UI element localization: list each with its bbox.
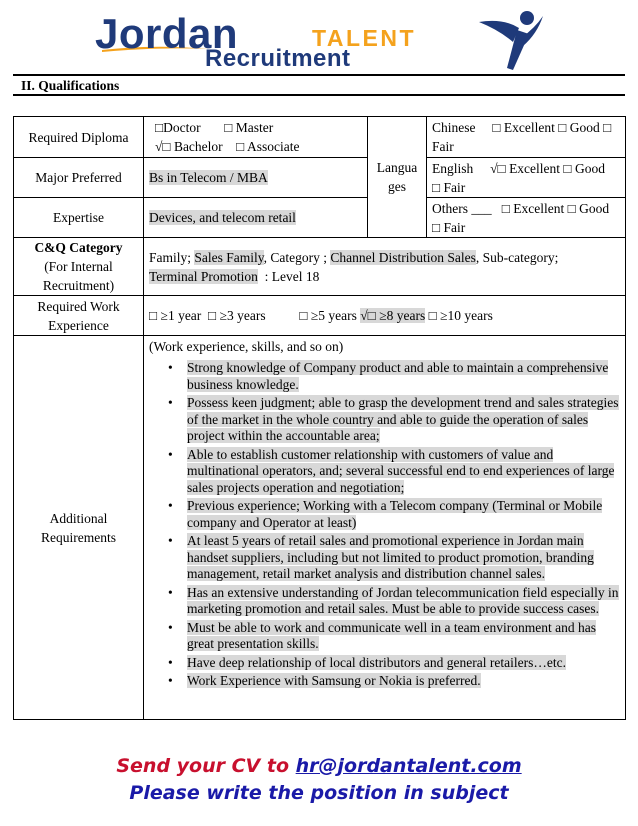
expertise-value: Devices, and telecom retail — [144, 198, 368, 238]
table-row — [14, 158, 626, 198]
languages-label: Langua ges — [368, 117, 427, 238]
bullet-icon: • — [168, 673, 173, 688]
list-item: • Have deep relationship of local distributors and general retailers…etc. — [168, 654, 566, 670]
additional-label: Additional Requirements — [14, 336, 144, 720]
expertise-label: Expertise — [14, 198, 144, 238]
diploma-options — [144, 117, 368, 158]
table-row — [14, 117, 626, 158]
qualifications-table — [13, 116, 626, 720]
table-row — [14, 238, 626, 296]
list-item: • Possess keen judgment; able to grasp the development trend and sales strategies of the market in the whole country and able to guide the operation of sales project within the accountable area; — [168, 395, 619, 443]
table-row — [14, 198, 626, 238]
requirements-intro: (Work experience, skills, and so on) — [149, 339, 344, 354]
language-chinese: Chinese □ Excellent □ Good □ Fair — [427, 117, 626, 158]
list-item: • Strong knowledge of Company product and able to maintain a comprehensive business knowledge. — [168, 360, 609, 392]
experience-options: □ ≥1 year □ ≥3 years □ ≥5 years √□ ≥8 years □ ≥10 years — [144, 296, 626, 336]
subject-note: Please write the position in subject — [129, 782, 509, 804]
category-value: Family; Sales Family, Category ; Channel Distribution Sales, Sub-category; Terminal Promotion : Level 18 — [144, 238, 626, 296]
bullet-icon: • — [168, 360, 173, 375]
diploma-line: √□ Bachelor □ Associate — [155, 139, 300, 154]
company-logo — [95, 8, 545, 70]
list-item: • Work Experience with Samsung or Nokia is preferred. — [168, 673, 481, 688]
list-item: • Must be able to work and communicate well in a team environment and has great presentation skills. — [168, 619, 597, 651]
list-item: • At least 5 years of retail sales and promotional experience in Jordan main handset suppliers, including but not limited to product promotion, branding management, retail market analysis and distribution channel sales. — [168, 533, 594, 581]
additional-requirements — [144, 336, 626, 720]
table-row — [14, 336, 626, 720]
bullet-icon: • — [168, 395, 173, 410]
logo-talent-text: TALENT — [312, 25, 417, 51]
footer-contact — [0, 753, 638, 807]
requirements-list — [149, 360, 620, 690]
bullet-icon: • — [168, 446, 173, 462]
experience-label: Required Work Experience — [14, 296, 144, 336]
table-row — [14, 296, 626, 336]
language-others: Others ___ □ Excellent □ Good □ Fair — [427, 198, 626, 238]
list-item: • Previous experience; Working with a Telecom company (Terminal or Mobile company and Operator at least) — [168, 498, 603, 530]
experience-selected: √□ ≥8 years — [360, 308, 426, 323]
list-item: • Able to establish customer relationship with customers of value and multinational operators, and; several successful end to end experiences of large sales projects operation and negotiation; — [168, 446, 615, 495]
bullet-icon: • — [168, 584, 173, 600]
send-cv-line: Send your CV to hr@jordantalent.com — [116, 755, 522, 777]
language-english: English √□ Excellent □ Good □ Fair — [427, 158, 626, 198]
email-link[interactable]: hr@jordantalent.com — [295, 755, 522, 777]
logo-wordmark: Jordan — [95, 10, 239, 57]
major-label: Major Preferred — [14, 158, 144, 198]
diploma-label: Required Diploma — [14, 117, 144, 158]
bullet-icon: • — [168, 533, 173, 548]
bullet-icon: • — [168, 498, 173, 513]
bullet-icon: • — [168, 619, 173, 635]
diploma-line: □Doctor □ Master — [155, 120, 274, 135]
list-item: • Has an extensive understanding of Jordan telecommunication field especially in marketing promotion and retail sales. Must be able to provide success cases. — [168, 584, 619, 616]
logo-recruitment-text: Recruitment — [205, 45, 351, 72]
major-value: Bs in Telecom / MBA — [144, 158, 368, 198]
bullet-icon: • — [168, 654, 173, 670]
logo-figure-icon — [473, 8, 545, 74]
section-heading: II. Qualifications — [13, 74, 625, 96]
category-label: C&Q Category (For Internal Recruitment) — [14, 238, 144, 296]
